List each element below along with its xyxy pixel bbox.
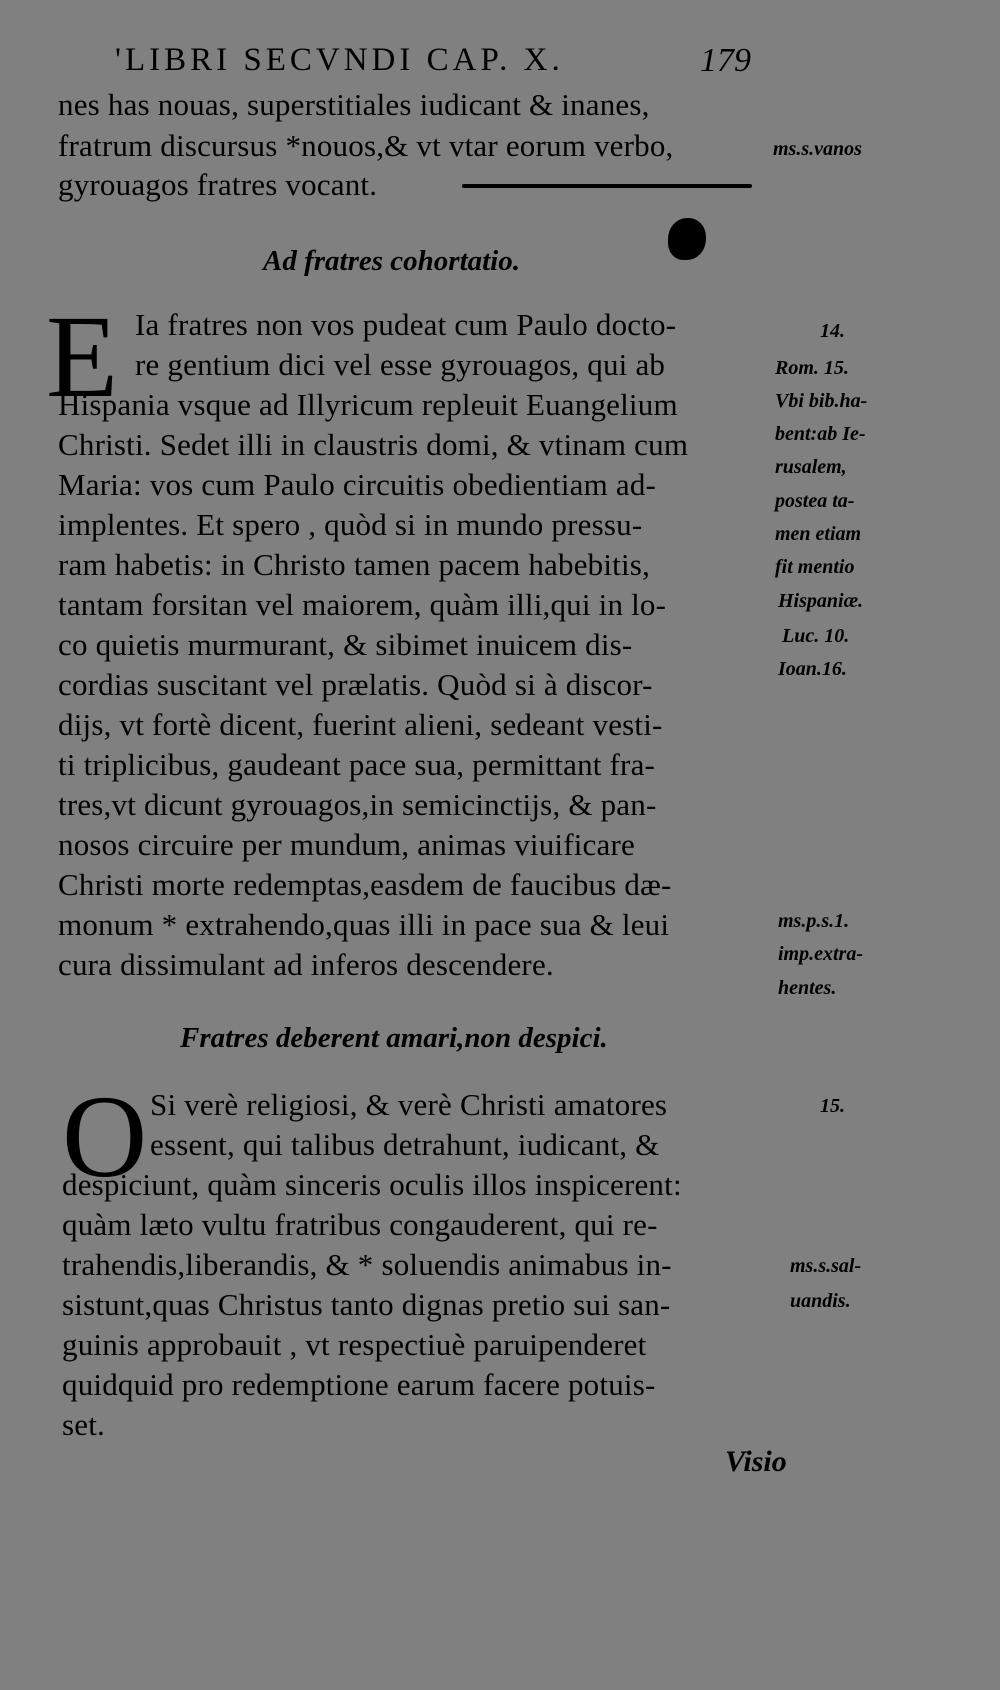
text-line: nosos circuire per mundum, animas viuificare (58, 827, 635, 862)
text-line: tantam forsitan vel maiorem, quàm illi,qui in lo- (58, 587, 667, 622)
ink-blot (668, 218, 706, 260)
drop-cap: O (62, 1071, 148, 1202)
margin-note: ms.s.vanos (773, 138, 862, 160)
text-line: guinis approbauit , vt respectiuè paruipenderet (62, 1327, 647, 1362)
margin-note: hentes. (778, 977, 837, 999)
text-line: sistunt,quas Christus tanto dignas pretio sui san- (62, 1287, 671, 1322)
margin-note: uandis. (790, 1290, 851, 1312)
section-heading: Ad fratres cohortatio. (263, 245, 520, 277)
text-line: essent, qui talibus detrahunt, iudicant, & (150, 1127, 660, 1162)
text-line: quàm læto vultu fratribus congauderent, qui re- (62, 1207, 658, 1242)
margin-note: Vbi bib.ha- (775, 390, 868, 412)
text-line: quidquid pro redemptione earum facere potuis- (62, 1367, 656, 1402)
margin-note: Hispaniæ. (778, 590, 864, 612)
margin-note: Rom. 15. (775, 357, 849, 379)
catchword: Visio (725, 1445, 787, 1478)
text-line: re gentium dici vel esse gyrouagos, qui ab (135, 347, 666, 382)
intro-line: gyrouagos fratres vocant. (58, 167, 378, 202)
drop-cap: E (46, 291, 119, 422)
decorative-rule (462, 184, 752, 188)
page-number: 179 (700, 42, 751, 79)
margin-note: men etiam (775, 523, 862, 545)
text-line: Si verè religiosi, & verè Christi amatores (150, 1087, 668, 1122)
section-heading: Fratres deberent amari,non despici. (180, 1022, 608, 1054)
text-line: Christi. Sedet illi in claustris domi, & vtinam cum (58, 427, 689, 462)
text-line: Christi morte redemptas,easdem de faucibus dæ- (58, 867, 672, 902)
margin-note: fit mentio (775, 556, 855, 578)
text-line: despiciunt, quàm sinceris oculis illos inspicerent: (62, 1167, 682, 1202)
margin-note: Ioan.16. (778, 658, 847, 680)
text-line: set. (62, 1407, 105, 1442)
margin-note: postea ta- (775, 490, 855, 512)
text-line: Hispania vsque ad Illyricum repleuit Euangelium (58, 387, 678, 422)
margin-note: bent:ab Ie- (775, 423, 866, 445)
margin-note: 15. (820, 1095, 845, 1117)
text-line: co quietis murmurant, & sibimet inuicem dis- (58, 627, 633, 662)
intro-line: nes has nouas, superstitiales iudicant & inanes, (58, 87, 650, 122)
text-line: trahendis,liberandis, & * soluendis animabus in- (62, 1247, 672, 1282)
text-line: tres,vt dicunt gyrouagos,in semicinctijs, & pan- (58, 787, 657, 822)
text-line: cordias suscitant vel prælatis. Quòd si à discor- (58, 667, 653, 702)
text-line: implentes. Et spero , quòd si in mundo pressu- (58, 507, 643, 542)
text-line: cura dissimulant ad inferos descendere. (58, 947, 554, 982)
text-line: monum * extrahendo,quas illi in pace sua & leui (58, 907, 670, 942)
text-line: ti triplicibus, gaudeant pace sua, permittant fra- (58, 747, 656, 782)
text-line: Maria: vos cum Paulo circuitis obedientiam ad- (58, 467, 657, 502)
margin-note: rusalem, (775, 456, 847, 478)
margin-note: ms.s.sal- (790, 1255, 862, 1277)
intro-line: fratrum discursus *nouos,& vt vtar eorum verbo, (58, 128, 674, 163)
margin-note: imp.extra- (778, 943, 863, 965)
running-title: 'LIBRI SECVNDI CAP. X. (115, 42, 564, 78)
margin-note: ms.p.s.1. (778, 910, 850, 932)
text-line: dijs, vt fortè dicent, fuerint alieni, sedeant vesti- (58, 707, 663, 742)
margin-note: 14. (820, 320, 845, 342)
text-line: ram habetis: in Christo tamen pacem habebitis, (58, 547, 651, 582)
text-line: Ia fratres non vos pudeat cum Paulo docto- (135, 307, 677, 342)
margin-note: Luc. 10. (782, 625, 850, 647)
